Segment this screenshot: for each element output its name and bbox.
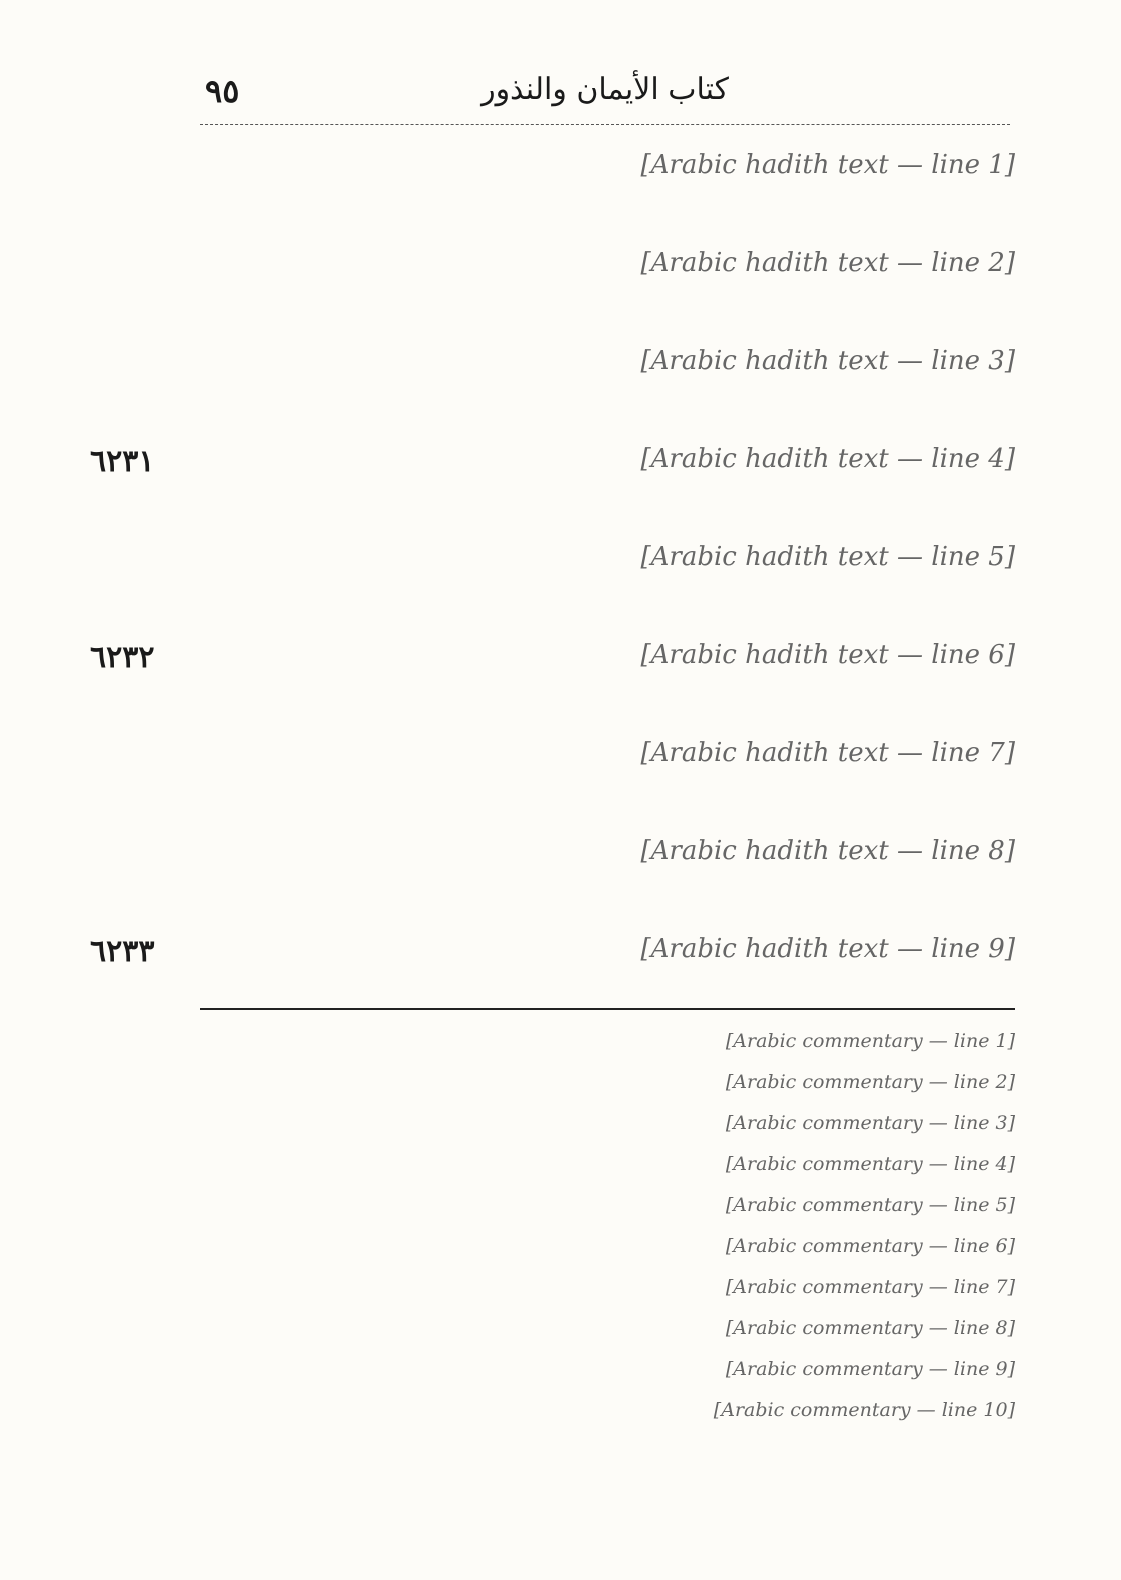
footnote-line: [Arabic commentary — line 1]: [725, 1030, 1015, 1052]
header-divider: [200, 124, 1010, 125]
running-title: كتاب الأيمان والنذور: [481, 72, 729, 107]
footnote-divider: [200, 1008, 1015, 1010]
hadith-number: ٦٢٣٢: [90, 640, 155, 675]
text-line: [Arabic hadith text — line 4]: [640, 444, 1015, 474]
footnote-line: [Arabic commentary — line 9]: [725, 1358, 1015, 1380]
footnote-line: [Arabic commentary — line 2]: [725, 1071, 1015, 1093]
text-line: [Arabic hadith text — line 9]: [640, 934, 1015, 964]
text-line: [Arabic hadith text — line 5]: [640, 542, 1015, 572]
text-line: [Arabic hadith text — line 2]: [640, 248, 1015, 278]
text-line: [Arabic hadith text — line 3]: [640, 346, 1015, 376]
text-line: [Arabic hadith text — line 6]: [640, 640, 1015, 670]
text-line: [Arabic hadith text — line 8]: [640, 836, 1015, 866]
footnote-line: [Arabic commentary — line 5]: [725, 1194, 1015, 1216]
footnote-line: [Arabic commentary — line 6]: [725, 1235, 1015, 1257]
footnote-line: [Arabic commentary — line 7]: [725, 1276, 1015, 1298]
footnote-line: [Arabic commentary — line 8]: [725, 1317, 1015, 1339]
footnote-line: [Arabic commentary — line 4]: [725, 1153, 1015, 1175]
footnote-line: [Arabic commentary — line 10]: [713, 1399, 1015, 1421]
text-line: [Arabic hadith text — line 1]: [640, 150, 1015, 180]
page-number: ٩٥: [205, 72, 240, 110]
text-line: [Arabic hadith text — line 7]: [640, 738, 1015, 768]
hadith-number: ٦٢٣١: [90, 444, 155, 479]
footnote-line: [Arabic commentary — line 3]: [725, 1112, 1015, 1134]
hadith-number: ٦٢٣٣: [90, 934, 155, 969]
